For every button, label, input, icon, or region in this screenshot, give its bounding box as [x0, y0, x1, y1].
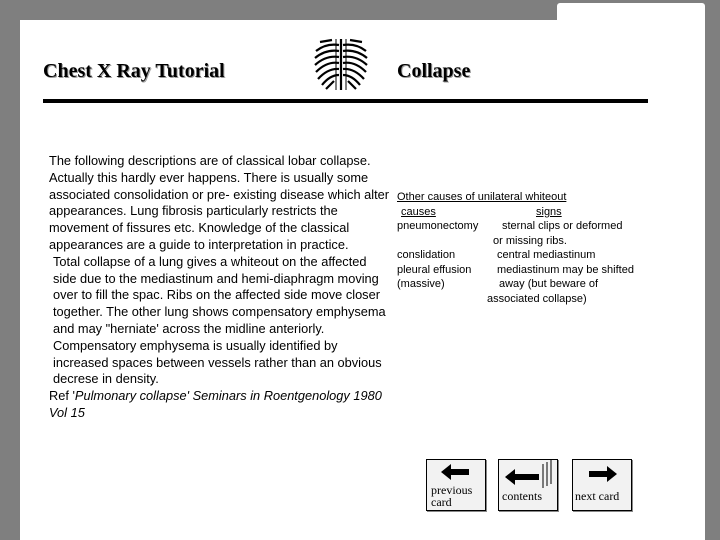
- chest-xray-icon: [312, 37, 370, 92]
- table-heading: Other causes of unilateral whiteout: [397, 191, 567, 203]
- table-row: [397, 277, 687, 292]
- sign-cell: associated collapse): [487, 292, 587, 305]
- whiteout-causes-table: [397, 190, 687, 306]
- tutorial-title: Chest X Ray Tutorial: [43, 60, 225, 82]
- reference-citation: Pulmonary collapse' Seminars in Roentgenology 1980 Vol 15: [49, 388, 382, 420]
- table-row: [397, 219, 687, 234]
- previous-card-button[interactable]: [426, 459, 486, 511]
- paragraph-classical: The following descriptions are of classical lobar collapse. Actually this hardly ever happens. There is usually some associated consolidation or pre- existing disease which alter appearances. Lung fibrosis particularly restricts the movement of fissures etc. Knowledge of the classical appearances are a guide to interpretation in practice.: [49, 153, 390, 252]
- column-signs: signs: [536, 205, 562, 218]
- sign-cell: central mediastinum: [497, 249, 596, 261]
- sign-cell: mediastinum may be shifted: [497, 263, 634, 276]
- header-divider: [43, 99, 648, 103]
- main-description: [49, 153, 389, 422]
- table-heading-row: [397, 190, 687, 205]
- cause-cell: conslidation: [397, 249, 456, 261]
- previous-label-line1: previous: [431, 483, 473, 497]
- reference: [49, 388, 389, 422]
- sign-cell: or missing ribs.: [493, 234, 567, 247]
- topic-title: Collapse: [397, 60, 471, 82]
- table-column-header-row: [397, 205, 687, 220]
- cause-cell: (massive): [397, 278, 445, 290]
- next-card-label: next card: [575, 489, 620, 503]
- contents-button[interactable]: [498, 459, 558, 511]
- table-row: [397, 292, 687, 307]
- tutorial-card: [20, 20, 705, 540]
- column-causes: causes: [401, 205, 436, 218]
- table-row: [397, 248, 687, 263]
- table-row: [397, 263, 687, 278]
- sign-cell: sternal clips or deformed: [502, 220, 623, 232]
- next-card-button[interactable]: [572, 459, 632, 511]
- reference-prefix: Ref ': [49, 388, 75, 404]
- previous-label-line2: card: [431, 495, 452, 509]
- paragraph-total-collapse: Total collapse of a lung gives a whiteout on the affected side due to the mediastinum and hemi-diaphragm moving over to fill the spac. Ribs on the affected side move closer together. The other lung shows compensatory emphysema and may "herniate' across the midline anteriorly. Compensatory emphysema is usually identified by increased spaces between vessels rather than an obvious decrese in density.: [53, 253, 386, 387]
- cause-cell: pneumonectomy: [397, 220, 479, 232]
- table-row: [397, 234, 687, 249]
- contents-label: contents: [502, 489, 542, 503]
- sign-cell: away (but beware of: [499, 278, 599, 290]
- cause-cell: pleural effusion: [397, 263, 472, 276]
